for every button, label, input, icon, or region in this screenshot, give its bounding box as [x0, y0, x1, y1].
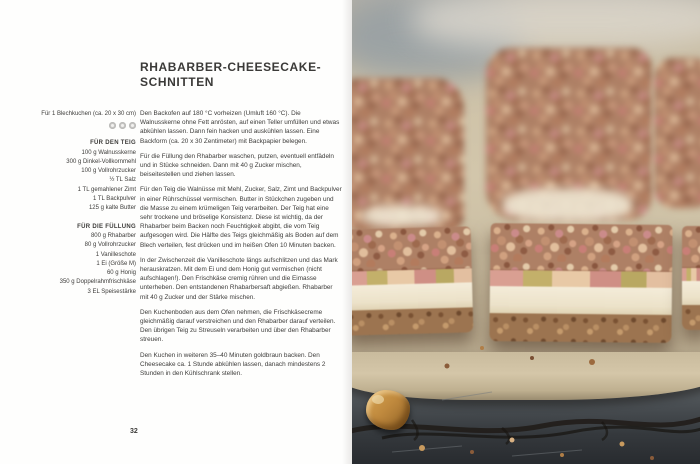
page-title	[140, 60, 345, 90]
ingredient-item: 1 Ei (Größe M)	[96, 260, 136, 267]
yield-note: Für 1 Blechkuchen (ca. 20 x 30 cm)	[41, 111, 136, 117]
recipe-badge-icon	[129, 122, 136, 129]
instruction-paragraph: Für die Füllung den Rhabarber waschen, putzen, eventuell entfädeln und in Stücke schneiden. Dann mit 40 g Zucker mischen, beiseitestellen und ziehen lassen.	[140, 152, 334, 179]
instructions-column	[140, 109, 342, 384]
ingredient-section-heading: FÜR DEN TEIG	[90, 140, 136, 147]
ingredient-item: 80 g Vollrohrzucker	[84, 242, 136, 249]
ingredient-item: 1 TL gemahlener Zimt	[77, 186, 136, 193]
ingredient-item: ½ TL Salz	[109, 177, 136, 184]
recipe-badge-icon	[119, 122, 126, 129]
ingredient-item: 800 g Rhabarber	[90, 232, 136, 239]
recipe-photo	[352, 0, 700, 464]
ingredient-item: 1 TL Backpulver	[92, 196, 136, 203]
recipe-badge-icon	[109, 122, 116, 129]
instruction-paragraph: Den Kuchen in weiteren 35–40 Minuten goldbraun backen. Den Cheesecake ca. 1 Stunde abkühlen lassen, danach mindestens 2 Stunden in den Kühlschrank stellen.	[140, 351, 326, 378]
ingredient-item: 3 EL Speisestärke	[87, 288, 136, 295]
page-number: 32	[130, 428, 138, 435]
ingredient-item: 1 Vanilleschote	[95, 251, 136, 258]
recipe-badge-row	[28, 122, 136, 129]
instruction-paragraph: Für den Teig die Walnüsse mit Mehl, Zucker, Salz, Zimt und Backpulver in einer Rührschüssel vermischen. Butter in Stückchen zugeben und die Masse zu einem krümeligen Teig verarbeiten. Der Teig hat eine sehr trockene und bröselige Konsistenz. Diese ist wichtig, da der Rhabarber beim Backen noch Feuchtigkeit abgibt, die vom Teig aufgesogen wird. Die Hälfte des Teigs gleichmäßig als Boden auf dem Blech verteilen, fest drücken und im heißen Ofen 10 Minuten backen.	[140, 186, 342, 249]
ingredient-item: 100 g Vollrohrzucker	[81, 168, 136, 175]
title-line-1: RHABARBER-CHEESECAKE-	[140, 60, 322, 74]
ingredients-sidebar	[28, 110, 136, 297]
ingredient-section-heading: FÜR DIE FÜLLUNG	[77, 223, 136, 230]
title-line-2: SCHNITTEN	[140, 75, 215, 89]
ingredient-item: 300 g Dinkel-Vollkornmehl	[66, 158, 136, 165]
ingredient-item: 100 g Walnusskerne	[81, 149, 136, 156]
instruction-paragraph: Den Backofen auf 180 °C vorheizen (Umluft 160 °C). Die Walnusskerne ohne Fett anrösten, auf einen Teller umfüllen und etwas abkühlen lassen. Dann fein hacken und auskühlen lassen. Eine Backform (ca. 20 x 30 Zentimeter) mit Backpapier belegen.	[140, 110, 340, 145]
instruction-paragraph: In der Zwischenzeit die Vanilleschote längs aufschlitzen und das Mark herauskratzen. Mit dem Ei und dem Honig gut vermischen (nicht aufschlagen!). Den Frischkäse cremig rühren und die Eimasse unterheben. Den entstandenen Rhabarbersaft abgießen. Rhabarber mit 40 g Zucker und der Stärke mischen.	[140, 256, 338, 301]
ingredient-item: 60 g Honig	[106, 270, 136, 277]
ingredient-item: 350 g Doppelrahmfrischkäse	[59, 279, 136, 286]
crumbs-decoration	[352, 0, 700, 464]
page-gutter-shadow	[342, 0, 352, 464]
ingredient-item: 125 g kalte Butter	[88, 205, 136, 212]
instruction-paragraph: Den Kuchenboden aus dem Ofen nehmen, die Frischkäsecreme gleichmäßig darauf verstreichen und den Rhabarber darauf verteilen. Den übrigen Teig zu Streuseln verarbeiten und über den Rhabarber streuen.	[140, 308, 336, 344]
